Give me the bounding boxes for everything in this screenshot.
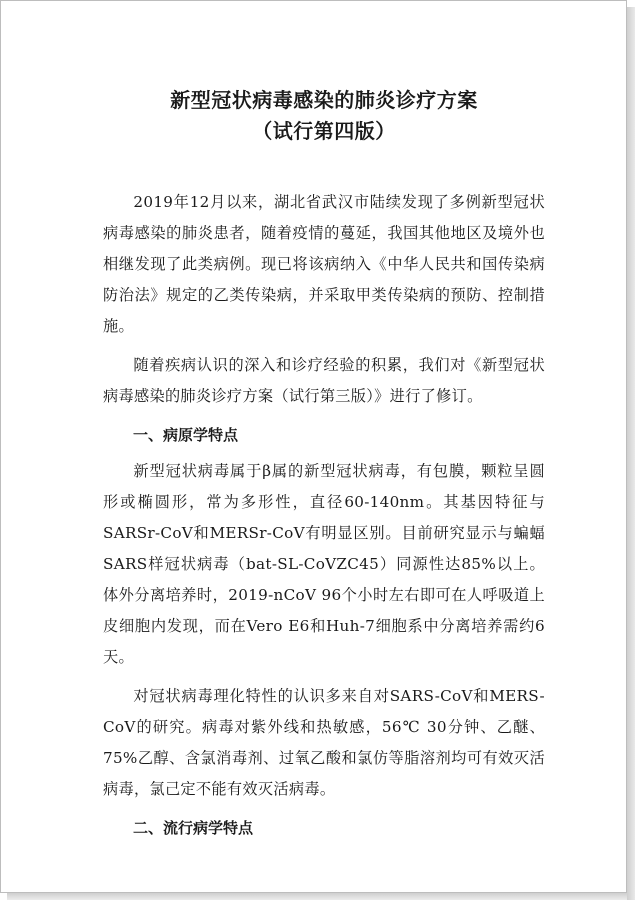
page-shadow	[7, 893, 635, 900]
intro-paragraph-1: 2019年12月以来，湖北省武汉市陆续发现了多例新型冠状病毒感染的肺炎患者，随着疫情的蔓延，我国其他地区及境外也相继发现了此类病例。现已将该病纳入《中华人民共和国传染病防治法》规定的乙类传染病，并采取甲类传染病的预防、控制措施。	[103, 193, 545, 335]
etiology-paragraph-1: 新型冠状病毒属于β属的新型冠状病毒，有包膜，颗粒呈圆形或椭圆形，常为多形性，直径60-140nm。其基因特征与SARSr-CoV和MERSr-CoV有明显区别。目前研究显示与蝙蝠SARS样冠状病毒（bat-SL-CoVZC45）同源性达85%以上。体外分离培养时，2019-nCoV 96个小时左右即可在人呼吸道上皮细胞内发现，而在Vero E6和Huh-7细胞系中分离培养需约6天。	[103, 462, 545, 666]
intro-paragraph-2: 随着疾病认识的深入和诊疗经验的积累，我们对《新型冠状病毒感染的肺炎诊疗方案（试行第三版）》进行了修订。	[103, 356, 545, 405]
section-heading-epidemiology: 二、流行病学特点	[133, 819, 254, 837]
document-content	[103, 85, 545, 849]
document-title: 新型冠状病毒感染的肺炎诊疗方案	[170, 88, 478, 112]
section-heading-etiology: 一、病原学特点	[133, 426, 239, 444]
etiology-paragraph-2: 对冠状病毒理化特性的认识多来自对SARS-CoV和MERS-CoV的研究。病毒对紫外线和热敏感，56℃ 30分钟、乙醚、75%乙醇、含氯消毒剂、过氧乙酸和氯仿等脂溶剂均可有效灭活病毒，氯己定不能有效灭活病毒。	[103, 687, 545, 798]
document-subtitle: （试行第四版）	[252, 119, 396, 143]
